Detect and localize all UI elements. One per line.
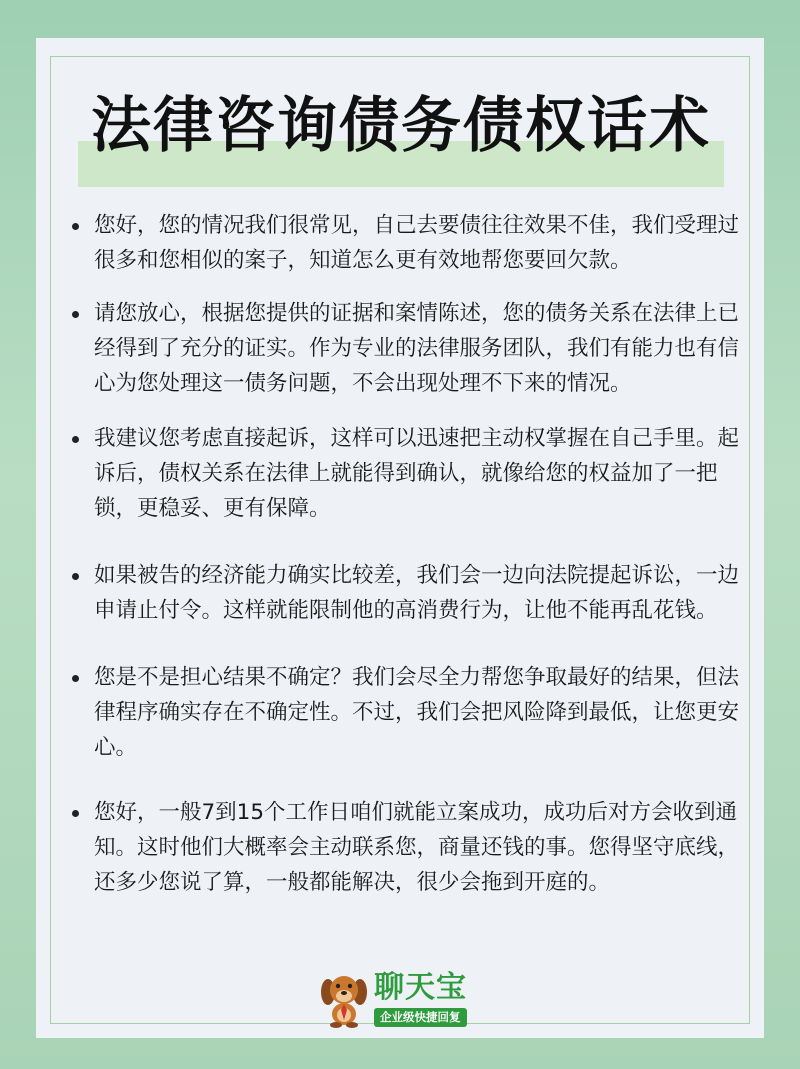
list-item-text: 如果被告的经济能力确实比较差，我们会一边向法院提起诉讼，一边申请止付令。这样就能限制他的高消费行为，让他不能再乱花钱。	[94, 563, 740, 623]
list-item	[72, 660, 744, 765]
list-item-text: 请您放心，根据您提供的证据和案情陈述，您的债务关系在法律上已经得到了充分的证实。作为专业的法律服务团队，我们有能力也有信心为您处理这一债务问题，不会出现处理不下来的情况。	[94, 301, 740, 396]
list-item	[72, 558, 744, 628]
bullet-icon	[72, 436, 79, 443]
bullet-icon	[72, 223, 79, 230]
page-title: 法律咨询债务债权话术	[91, 91, 711, 161]
brand-slogan: 企业级快捷回复	[374, 1008, 467, 1027]
list-item-text: 您是不是担心结果不确定？我们会尽全力帮您争取最好的结果，但法律程序确实存在不确定性。不过，我们会把风险降到最低，让您更安心。	[94, 665, 740, 760]
script-list	[72, 208, 744, 900]
list-item	[72, 421, 744, 526]
list-item	[72, 296, 744, 401]
list-item	[72, 795, 744, 900]
list-item-text: 您好，您的情况我们很常见，自己去要债往往效果不佳，我们受理过很多和您相似的案子，知道怎么更有效地帮您要回欠款。	[94, 213, 740, 273]
title-block	[78, 86, 724, 186]
brand-logo	[318, 970, 498, 1030]
list-item-text: 您好，一般7到15个工作日咱们就能立案成功，成功后对方会收到通知。这时他们大概率会主动联系您，商量还钱的事。您得坚守底线，还多少您说了算，一般都能解决，很少会拖到开庭的。	[94, 800, 740, 895]
content-card	[36, 38, 764, 1038]
brand-name: 聊天宝	[374, 970, 467, 1005]
bullet-icon	[72, 573, 79, 580]
bullet-icon	[72, 311, 79, 318]
bullet-icon	[72, 675, 79, 682]
bullet-icon	[72, 810, 79, 817]
dog-mascot-icon	[318, 972, 370, 1028]
list-item	[72, 208, 744, 278]
list-item-text: 我建议您考虑直接起诉，这样可以迅速把主动权掌握在自己手里。起诉后，债权关系在法律上就能得到确认，就像给您的权益加了一把锁，更稳妥、更有保障。	[94, 426, 740, 521]
